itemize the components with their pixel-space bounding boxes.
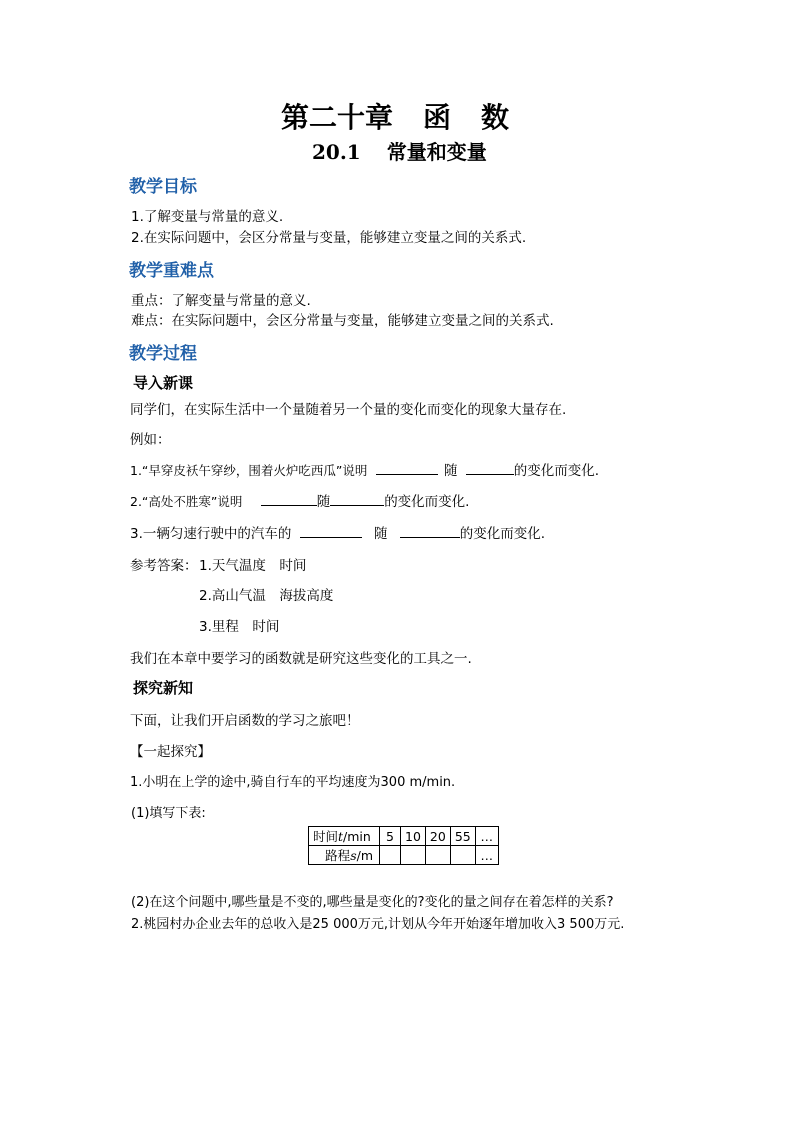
process-heading: 教学过程 bbox=[129, 344, 197, 364]
question-1 bbox=[130, 459, 599, 479]
question-3 bbox=[130, 522, 545, 542]
question-3-sui: 随 bbox=[373, 526, 388, 542]
blank-field bbox=[261, 491, 317, 506]
question-1-end: 的变化而变化. bbox=[513, 463, 600, 479]
table-row-label: 时间t/min bbox=[309, 827, 380, 846]
table-cell bbox=[425, 846, 450, 865]
intro-paragraph: 同学们，在实际生活中一个量随着另一个量的变化而变化的现象大量存在. bbox=[130, 402, 567, 418]
question-2-end: 的变化而变化. bbox=[384, 494, 470, 510]
blank-field bbox=[376, 460, 438, 475]
question-2-relationship: (2)在这个问题中,哪些量是不变的,哪些量是变化的?变化的量之间存在着怎样的关系? bbox=[131, 895, 614, 910]
data-table bbox=[308, 826, 499, 865]
chapter-title bbox=[281, 96, 509, 136]
answer-item: 1.天气温度 时间 bbox=[199, 558, 307, 574]
table-cell: … bbox=[475, 827, 498, 846]
answer-item: 3.里程 时间 bbox=[199, 619, 280, 635]
question-2-text: 2.“高处不胜寒”说明 bbox=[130, 494, 243, 509]
blank-field bbox=[330, 491, 384, 506]
fill-table-instruction: (1)填写下表: bbox=[131, 806, 206, 821]
intro-closing: 我们在本章中要学习的函数就是研究这些变化的工具之一. bbox=[130, 651, 472, 667]
question-2 bbox=[130, 490, 469, 510]
question-3-end: 的变化而变化. bbox=[459, 526, 546, 542]
section-number: 20.1 bbox=[312, 140, 361, 164]
table-row bbox=[309, 827, 499, 846]
table-cell bbox=[450, 846, 475, 865]
table-cell bbox=[401, 846, 426, 865]
answer-item: 2.高山气温 海拔高度 bbox=[199, 588, 334, 604]
blank-field bbox=[400, 523, 460, 538]
intro-heading: 导入新课 bbox=[133, 374, 194, 392]
question-1-text: 1.“早穿皮袄午穿纱，围着火炉吃西瓜”说明 bbox=[130, 463, 368, 478]
chapter-title-part1: 第二十章 bbox=[281, 101, 394, 134]
example-label: 例如： bbox=[130, 432, 171, 448]
key-point-item: 难点：在实际问题中，会区分常量与变量，能够建立变量之间的关系式. bbox=[131, 313, 554, 329]
objectives-heading: 教学目标 bbox=[129, 177, 197, 197]
table-row bbox=[309, 846, 499, 865]
objective-item: 1.了解变量与常量的意义. bbox=[131, 209, 284, 225]
table-cell: 5 bbox=[380, 827, 401, 846]
blank-field bbox=[300, 523, 362, 538]
key-point-item: 重点：了解变量与常量的意义. bbox=[131, 293, 311, 309]
question-1-sui: 随 bbox=[443, 463, 458, 479]
explore-paragraph: 下面，让我们开启函数的学习之旅吧！ bbox=[130, 713, 360, 729]
objective-item: 2.在实际问题中，会区分常量与变量，能够建立变量之间的关系式. bbox=[131, 230, 527, 246]
chapter-title-part2: 函 bbox=[423, 101, 452, 134]
chapter-title-part3: 数 bbox=[481, 101, 510, 134]
section-title bbox=[312, 136, 487, 165]
answer-label: 参考答案： bbox=[130, 558, 198, 574]
table-cell: 10 bbox=[401, 827, 426, 846]
table-row-label: 路程s/m bbox=[309, 846, 380, 865]
section-name: 常量和变量 bbox=[386, 140, 487, 164]
table-cell: … bbox=[475, 846, 498, 865]
explore-heading: 探究新知 bbox=[133, 679, 194, 697]
table-cell: 20 bbox=[425, 827, 450, 846]
blank-field bbox=[466, 460, 514, 475]
question-2-sui: 随 bbox=[316, 494, 331, 510]
question-3-text: 3.一辆匀速行驶中的汽车的 bbox=[130, 526, 292, 542]
problem-2: 2.桃园村办企业去年的总收入是25 000万元,计划从今年开始逐年增加收入3 500万元. bbox=[131, 917, 625, 932]
table-cell bbox=[380, 846, 401, 865]
problem-1: 1.小明在上学的途中,骑自行车的平均速度为300 m/min. bbox=[130, 775, 456, 790]
key-points-heading: 教学重难点 bbox=[129, 261, 214, 281]
table-cell: 55 bbox=[450, 827, 475, 846]
explore-bracket-title: 【一起探究】 bbox=[130, 744, 211, 760]
